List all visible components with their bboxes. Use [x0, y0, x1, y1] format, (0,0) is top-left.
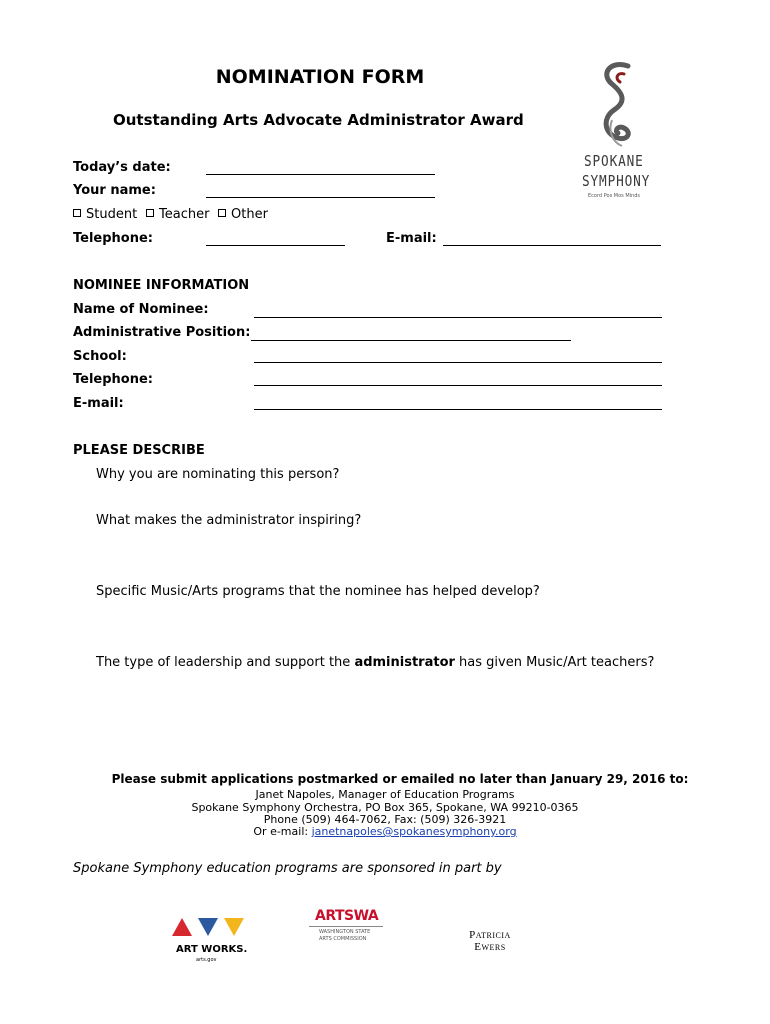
ewers-line-1: Patricia	[469, 929, 511, 941]
todays-date-label: Today’s date:	[73, 160, 171, 175]
todays-date-field[interactable]	[206, 174, 435, 175]
school-label: School:	[73, 349, 127, 364]
nominee-telephone-label: Telephone:	[73, 372, 153, 387]
form-subtitle: Outstanding Arts Advocate Administrator Award	[113, 111, 524, 129]
form-title: NOMINATION FORM	[215, 66, 425, 88]
arts-wa-sub2: ARTS COMMISSION	[319, 936, 367, 942]
nominee-heading: NOMINEE INFORMATION	[73, 278, 250, 293]
role-student[interactable]: Student	[73, 207, 137, 222]
question-4: The type of leadership and support the administrator has given Music/Art teachers?	[96, 655, 655, 670]
nominee-name-field[interactable]	[254, 317, 662, 318]
patricia-ewers-logo	[455, 929, 525, 953]
treble-scroll-icon	[578, 60, 658, 155]
email-field[interactable]	[443, 245, 661, 246]
student-checkbox[interactable]	[73, 209, 81, 217]
telephone-label: Telephone:	[73, 231, 153, 246]
describe-heading: PLEASE DESCRIBE	[73, 443, 205, 458]
email-label: E-mail:	[386, 231, 437, 246]
your-name-label: Your name:	[73, 183, 156, 198]
teacher-checkbox[interactable]	[146, 209, 154, 217]
arts-wa-sub1: WASHINGTON STATE	[319, 929, 371, 935]
other-checkbox[interactable]	[218, 209, 226, 217]
question-2: What makes the administrator inspiring?	[96, 513, 362, 528]
spokane-symphony-logo	[578, 60, 658, 205]
submission-deadline: Please submit applications postmarked or emailed no later than January 29, 2016 to:	[111, 772, 689, 786]
art-works-label: ART WORKS.	[176, 944, 248, 955]
logo-tagline: Ecord Pos Mos Minds	[588, 193, 641, 199]
question-1: Why you are nominating this person?	[96, 467, 340, 482]
art-works-triangles-icon	[170, 916, 246, 938]
art-works-sub: arts.gov	[196, 957, 217, 963]
role-other[interactable]: Other	[218, 207, 268, 222]
telephone-field[interactable]	[206, 245, 345, 246]
logo-line-symphony: SYMPHONY	[582, 172, 651, 190]
arts-wa-logo	[309, 908, 389, 948]
arts-wa-label: ARTSWA	[315, 908, 379, 924]
sponsors-intro: Spokane Symphony education programs are sponsored in part by	[73, 861, 502, 876]
arts-wa-divider	[309, 926, 383, 927]
role-teacher[interactable]: Teacher	[146, 207, 209, 222]
logo-line-spokane: SPOKANE	[584, 152, 644, 170]
nominee-email-field[interactable]	[254, 409, 662, 410]
contact-name: Janet Napoles, Manager of Education Programs	[255, 788, 515, 801]
administrative-position-field[interactable]	[251, 340, 571, 341]
art-works-logo	[170, 916, 250, 966]
administrative-position-label: Administrative Position:	[73, 325, 251, 340]
your-name-field[interactable]	[206, 197, 435, 198]
contact-email-link[interactable]: janetnapoles@spokanesymphony.org	[311, 825, 517, 838]
ewers-line-2: Ewers	[474, 941, 506, 953]
phone-fax: Phone (509) 464-7062, Fax: (509) 326-3921	[263, 813, 507, 826]
nominee-telephone-field[interactable]	[254, 385, 662, 386]
mailing-address: Spokane Symphony Orchestra, PO Box 365, Spokane, WA 99210-0365	[191, 801, 579, 814]
email-line: Or e-mail: janetnapoles@spokanesymphony.org	[253, 825, 517, 838]
school-field[interactable]	[254, 362, 662, 363]
question-3: Specific Music/Arts programs that the nominee has helped develop?	[96, 584, 540, 599]
nominee-name-label: Name of Nominee:	[73, 302, 209, 317]
nominee-email-label: E-mail:	[73, 396, 124, 411]
